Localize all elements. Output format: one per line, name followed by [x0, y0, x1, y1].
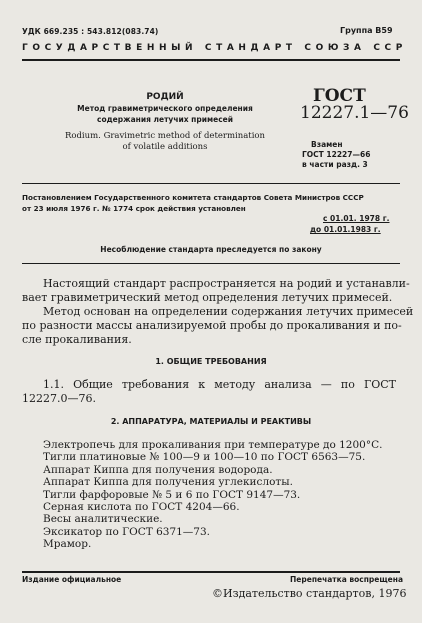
method-title-line2: содержания летучих примесей	[97, 115, 233, 124]
english-title-line2: of volatile additions	[122, 142, 208, 152]
section2-heading: 2. АППАРАТУРА, МАТЕРИАЛЫ И РЕАКТИВЫ	[110, 417, 312, 426]
equipment-list	[43, 439, 382, 551]
title-rule	[22, 183, 400, 184]
equipment-item: Тигли фарфоровые № 5 и 6 по ГОСТ 9147—73.	[43, 488, 301, 501]
replaces-line3: в части разд. 3	[302, 160, 368, 169]
decree-line2: от 23 июля 1976 г. № 1774 срок действия установлен	[22, 204, 246, 213]
decree-rule	[22, 263, 400, 264]
publisher-copyright: ©Издательство стандартов, 1976	[212, 587, 407, 600]
effective-date-from: с 01.01. 1978 г.	[323, 214, 390, 223]
equipment-item: Серная кислота по ГОСТ 4204—66.	[43, 501, 240, 514]
material-title: РОДИЙ	[146, 92, 184, 102]
equipment-item: Мрамор.	[43, 538, 92, 551]
reprint-prohibited: Перепечатка воспрещена	[290, 575, 404, 584]
law-warning: Несоблюдение стандарта преследуется по закону	[100, 245, 322, 254]
equipment-item: Электропечь для прокаливания при температуре до 1200°С.	[43, 439, 383, 451]
replaces-line2: ГОСТ 12227—66	[302, 150, 371, 159]
gost-number: 12227.1—76	[300, 103, 409, 123]
english-title-line1: Rodium. Gravimetric method of determination	[64, 131, 266, 141]
header-rule	[22, 59, 400, 61]
udk-code: УДК 669.235 : 543.812(083.74)	[22, 27, 159, 36]
decree-line1: Постановлением Государственного комитета стандартов Совета Министров СССР	[22, 193, 364, 202]
intro-p1-line2: вает гравиметрический метод определения летучих примесей.	[22, 291, 393, 304]
method-title-line1: Метод гравиметрического определения	[77, 104, 253, 113]
intro-p1-line1: Настоящий стандарт распространяется на родий и устанавли-	[43, 277, 410, 290]
section1-heading: 1. ОБЩИЕ ТРЕБОВАНИЯ	[155, 357, 267, 366]
official-edition: Издание официальное	[22, 575, 122, 584]
state-standard-banner: ГОСУДАРСТВЕННЫЙ СТАНДАРТ СОЮЗА ССР	[22, 43, 407, 53]
equipment-item: Аппарат Киппа для получения водорода.	[43, 463, 273, 476]
equipment-item: Эксикатор по ГОСТ 6371—73.	[43, 525, 211, 538]
intro-p2-line1: Метод основан на определении содержания летучих примесей	[43, 305, 414, 318]
effective-date-to: до 01.01.1983 г.	[310, 225, 381, 234]
equipment-item: Весы аналитические.	[43, 513, 163, 526]
equipment-item: Тигли платиновые № 100—9 и 100—10 по ГОСТ 6563—75.	[43, 451, 366, 464]
replaces-line1: Взамен	[311, 140, 343, 149]
intro-p2-line2: по разности массы анализируемой пробы до прокаливания и по-	[22, 319, 402, 332]
equipment-item: Аппарат Киппа для получения углекислоты.	[43, 476, 293, 489]
section1-line1: 1.1. Общие требования к методу анализа — по ГОСТ	[43, 378, 396, 391]
group-code: Группа В59	[340, 26, 393, 35]
gost-label: ГОСТ	[313, 86, 366, 106]
footer-rule	[22, 571, 400, 573]
intro-p2-line3: сле прокаливания.	[22, 333, 132, 346]
section1-line2: 12227.0—76.	[22, 392, 96, 405]
